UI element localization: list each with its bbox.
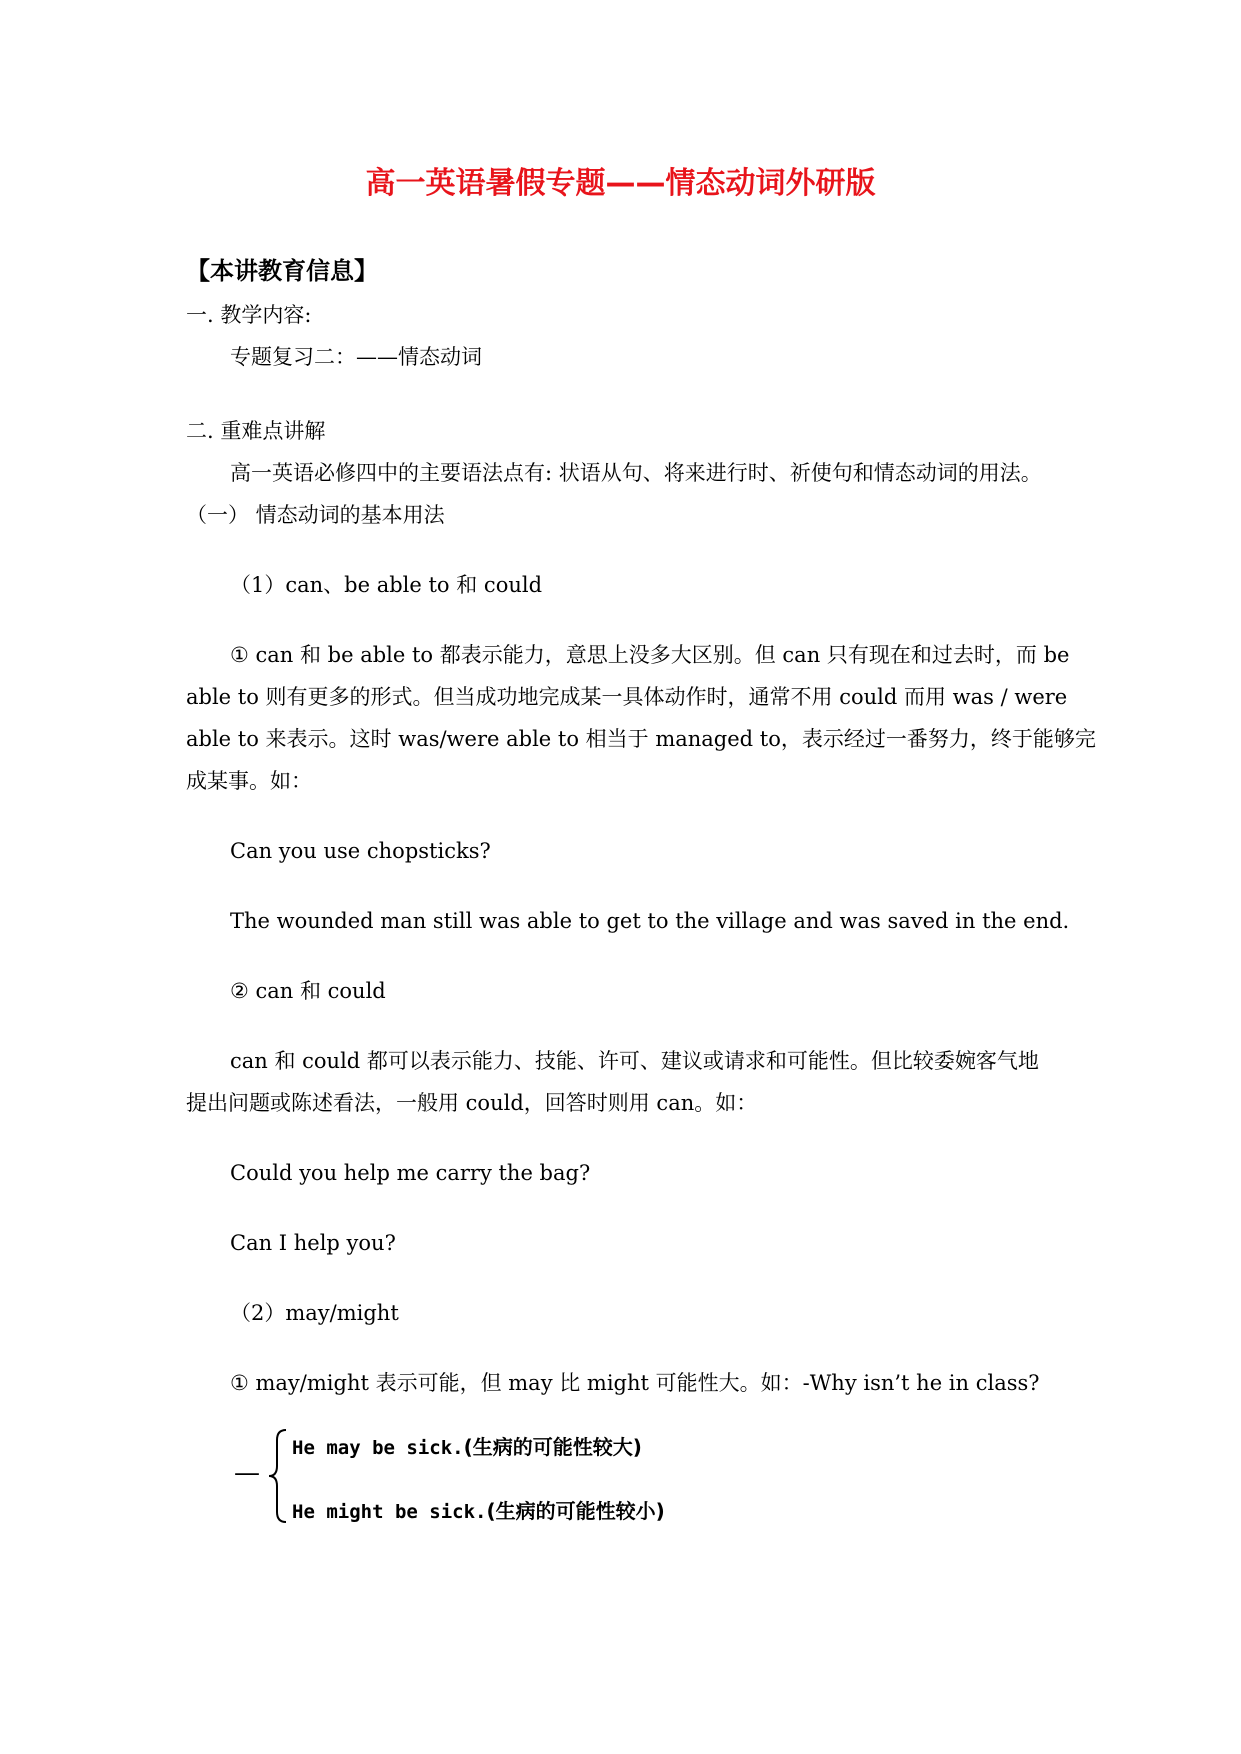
part2-label: 二. 重难点讲解 [186, 419, 326, 443]
item1-point2-line: 提出问题或陈述看法，一般用 could，回答时则用 can。如： [186, 1091, 758, 1115]
part1-label: 一. 教学内容: [186, 303, 312, 327]
item2-heading: （2）may/might [230, 1301, 399, 1325]
answer-line [292, 1433, 642, 1462]
answer-english: He might be sick. [292, 1501, 487, 1523]
item2-point1: ① may/might 表示可能，但 may 比 might 可能性大。如：-Why isn’t he in class? [230, 1371, 1040, 1395]
part1-content: 专题复习二：——情态动词 [230, 345, 482, 369]
part2-intro: 高一英语必修四中的主要语法点有: 状语从句、将来进行时、祈使句和情态动词的用法。 [230, 461, 1042, 485]
item1-point1-line: ① can 和 be able to 都表示能力，意思上没多大区别。但 can 只有现在和过去时，而 be [230, 643, 1070, 667]
item1-point1-line: able to 则有更多的形式。但当成功地完成某一具体动作时，通常不用 could 而用 was / were [186, 685, 1068, 709]
item1-point2-line: can 和 could 都可以表示能力、技能、许可、建议或请求和可能性。但比较委婉客气地 [230, 1049, 1039, 1073]
item1-heading: （1）can、be able to 和 could [230, 573, 543, 597]
answer-chinese-note: (生病的可能性较大) [463, 1435, 642, 1459]
answer-chinese-note: (生病的可能性较小) [486, 1499, 665, 1523]
answer-line [292, 1497, 665, 1526]
part2-subsection: （一） 情态动词的基本用法 [186, 503, 445, 527]
curly-brace-icon [266, 1428, 288, 1524]
example-sentence: Can I help you? [230, 1231, 396, 1255]
item1-point1-line: 成某事。如： [186, 769, 312, 793]
section-header: 【本讲教育信息】 [186, 257, 378, 285]
item1-point2-heading: ② can 和 could [230, 979, 386, 1003]
answer-dash: — [234, 1458, 260, 1488]
document-title: 高一英语暑假专题——情态动词外研版 [365, 166, 876, 201]
answer-english: He may be sick. [292, 1437, 464, 1459]
example-sentence: Could you help me carry the bag? [230, 1161, 591, 1185]
example-sentence: The wounded man still was able to get to the village and was saved in the end. [230, 909, 1070, 933]
item1-point1-line: able to 来表示。这时 was/were able to 相当于 managed to，表示经过一番努力，终于能够完 [186, 727, 1096, 751]
example-sentence: Can you use chopsticks? [230, 839, 491, 863]
